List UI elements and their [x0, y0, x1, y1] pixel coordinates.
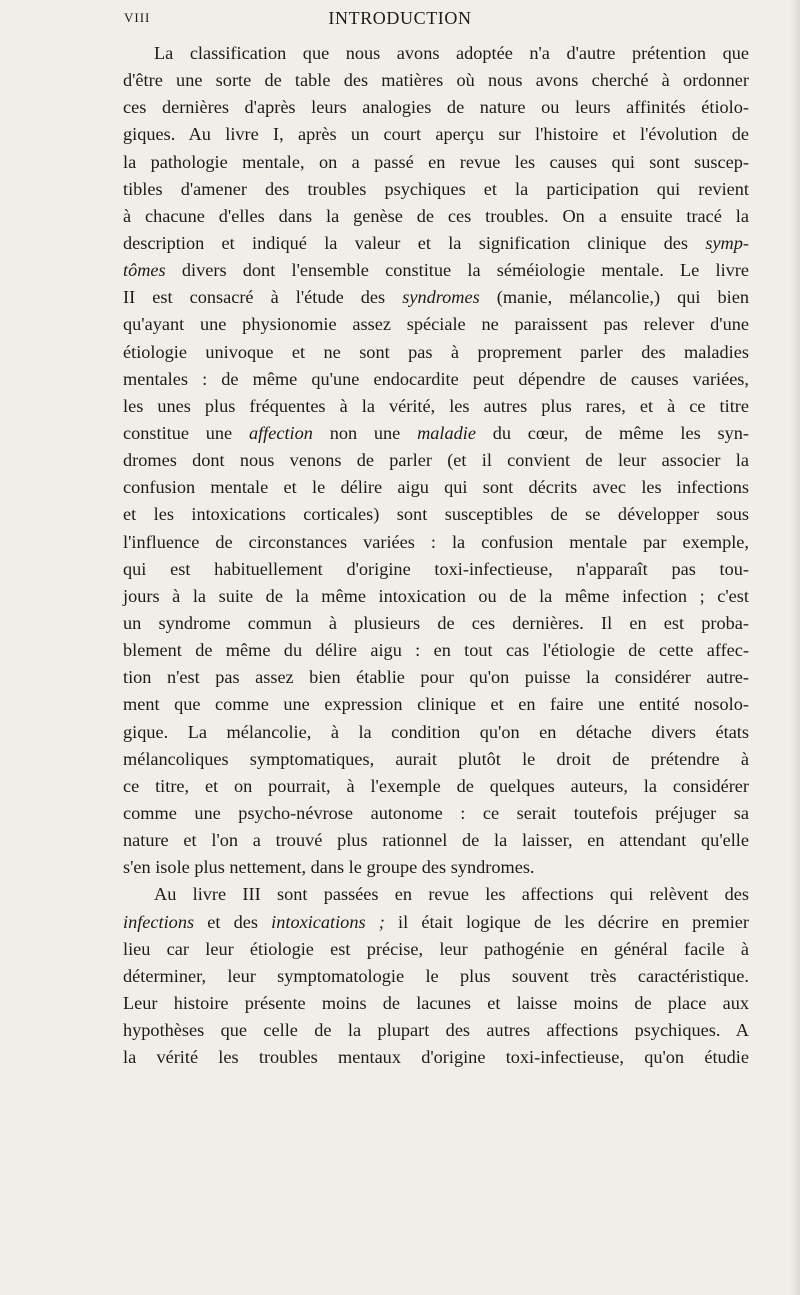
text-line: ment que comme une expression clinique et en faire une entité nosolo-: [123, 694, 749, 715]
text-line: un syndrome commun à plusieurs de ces dernières. Il en est proba-: [123, 612, 749, 633]
text-line: gique. La mélancolie, à la condition qu'on en détache divers états: [123, 721, 749, 742]
text-line: qu'ayant une physionomie assez spéciale ne paraissent pas relever d'une: [123, 314, 749, 335]
text-line: hypothèses que celle de la plupart des autres affections psychiques. A: [123, 1020, 749, 1041]
text-line: à chacune d'elles dans la genèse de ces troubles. On a ensuite tracé la: [123, 205, 749, 226]
body-text: [123, 40, 749, 1071]
text-line: tibles d'amener des troubles psychiques et la participation qui revient: [123, 178, 749, 199]
text-line: tion n'est pas assez bien établie pour qu'on puisse la considérer autre-: [123, 667, 749, 688]
text-line: s'en isole plus nettement, dans le groupe des syndromes.: [123, 857, 535, 878]
text-line: confusion mentale et le délire aigu qui sont décrits avec les infections: [123, 477, 749, 498]
running-title: INTRODUCTION: [328, 8, 472, 28]
text-line: description et indiqué la valeur et la signification clinique des symp-: [123, 232, 749, 253]
text-line: d'être une sorte de table des matières où nous avons cherché à ordonner: [123, 70, 749, 91]
italic-term: infections: [123, 911, 195, 932]
text-line: mélancoliques symptomatiques, aurait plutôt le droit de prétendre à: [123, 748, 749, 769]
italic-term: syndromes: [402, 287, 480, 308]
text-line: Leur histoire présente moins de lacunes et laisse moins de place aux: [123, 992, 749, 1013]
text-line: l'influence de circonstances variées : la confusion mentale par exemple,: [123, 531, 749, 552]
italic-term: symp-: [705, 232, 749, 253]
text-line: déterminer, leur symptomatologie le plus souvent très caractéristique.: [123, 965, 749, 986]
text-line: qui est habituellement d'origine toxi-infectieuse, n'apparaît pas tou-: [123, 558, 749, 579]
italic-term: affection: [248, 422, 313, 443]
italic-term: intoxications ;: [271, 911, 385, 932]
text-line: nature et l'on a trouvé plus rationnel de la laisser, en attendant qu'elle: [123, 830, 749, 851]
text-line: et les intoxications corticales) sont susceptibles de se développer sous: [123, 504, 749, 525]
text-line: constitue une affection non une maladie du cœur, de même les syn-: [123, 422, 749, 443]
page-edge-shadow: [790, 0, 800, 1295]
text-line: II est consacré à l'étude des syndromes (manie, mélancolie,) qui bien: [123, 287, 749, 308]
text-line: tômes divers dont l'ensemble constitue la séméiologie mentale. Le livre: [123, 260, 749, 281]
text-line: mentales : de même qu'une endocardite peut dépendre de causes variées,: [123, 368, 749, 389]
text-line: infections et des intoxications ; il était logique de les décrire en premier: [123, 911, 749, 932]
italic-term: maladie: [417, 422, 476, 443]
text-line: Au livre III sont passées en revue les affections qui relèvent des: [154, 884, 749, 905]
text-line: dromes dont nous venons de parler (et il convient de leur associer la: [123, 450, 749, 471]
text-line: ce titre, et on pourrait, à l'exemple de quelques auteurs, la considérer: [123, 775, 749, 796]
text-line: la pathologie mentale, on a passé en revue les causes qui sont suscep-: [123, 151, 749, 172]
text-line: lieu car leur étiologie est précise, leur pathogénie en général facile à: [123, 938, 749, 959]
text-line: blement de même du délire aigu : en tout cas l'étiologie de cette affec-: [123, 640, 749, 661]
text-line: les unes plus fréquentes à la vérité, les autres plus rares, et à ce titre: [123, 395, 749, 416]
italic-term: tômes: [123, 260, 166, 281]
text-line: La classification que nous avons adoptée n'a d'autre prétention que: [154, 43, 749, 63]
text-line: la vérité les troubles mentaux d'origine toxi-infectieuse, qu'on étudie: [123, 1047, 749, 1068]
text-line: jours à la suite de la même intoxication ou de la même infection ; c'est: [123, 585, 749, 606]
text-line: étiologie univoque et ne sont pas à proprement parler des maladies: [123, 341, 749, 362]
page-header: [0, 8, 800, 32]
text-line: giques. Au livre I, après un court aperçu sur l'histoire et l'évolution de: [123, 124, 749, 145]
text-line: comme une psycho-névrose autonome : ce serait toutefois préjuger sa: [123, 802, 749, 823]
text-line: ces dernières d'après leurs analogies de nature ou leurs affinités étiolo-: [123, 97, 749, 118]
page-number: VIII: [124, 10, 151, 25]
